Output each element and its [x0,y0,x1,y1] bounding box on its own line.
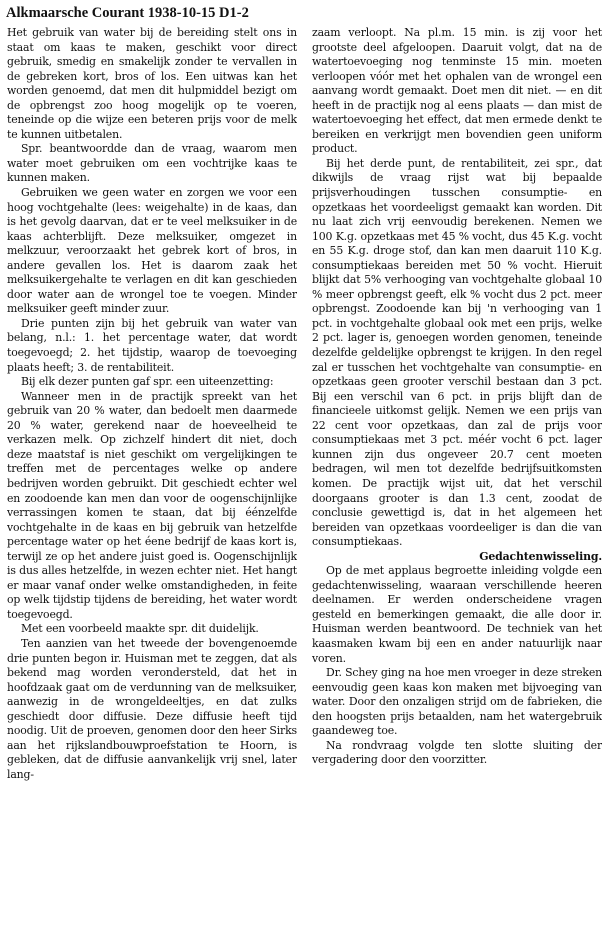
article-column-right [312,26,602,938]
article-column-left [7,26,297,938]
paragraph: Dr. Schey ging na hoe men vroeger in deze streken eenvoudig geen kaas kon maken met bijvoeging van water. Door den onzaligen strijd om de fabrieken, die den hoogsten prijs betaalden, nam het watergebruik gaandeweg toe. [312,666,602,738]
paragraph: Bij elk dezer punten gaf spr. een uiteenzetting: [21,375,274,389]
paragraph: Bij het derde punt, de rentabiliteit, zei spr., dat dikwijls de vraag rijst wat bij bepaalde prijsverhoudingen tusschen consumptie- en opzetkaas het voordeeligst gemaakt kan worden. Dit nu laat zich vrij eenvoudig berekenen. Nemen we 100 K.g. opzetkaas met 45 % vocht, dus 45 K.g. vocht en 55 K.g. droge stof, dan kan men daaruit 110 K.g. consumptiekaas bereiden met 50 % vocht. Hieruit blijkt dat 5% verhooging van vochtgehalte globaal 10 % meer opbrengst geeft, elk % vocht dus 2 pct. meer opbrengst. Zoodoende kan bij 'n verhooging van 1 pct. in vochtgehalte globaal ook met een prijs, welke 2 pct. lager is, genoegen worden genomen, teneinde dezelfde geldelijke opbrengst te krijgen. In den regel zal er tusschen het vochtgehalte van consumptie- en opzetkaas geen grooter verschil bestaan dan 3 pct. Bij een verschil van 6 pct. in prijs blijft dan de financieele uitkomst gelijk. Nemen we een prijs van 22 cent voor opzetkaas, dan zal de prijs voor consumptiekaas met 3 pct. méér vocht 6 pct. lager kunnen zijn dus ongeveer 20.7 cent moeten bedragen, wil men tot dezelfde bedrijfsuitkomsten komen. De practijk wijst uit, dat het verschil doorgaans grooter is dan 1.3 cent, zoodat de conclusie gewettigd is, dat in het algemeen het bereiden van opzetkaas voordeeliger is dan die van consumptiekaas. [312,156,602,549]
paragraph: Op de met applaus begroette inleiding volgde een gedachtenwisseling, waaraan verschillende heeren deelnamen. Er werden onderscheidene vragen gesteld en bemerkingen gemaakt, die alle door ir. Huisman werden beantwoord. De techniek van het kaasmaken kwam bij een en ander natuurlijk naar voren. [312,564,602,665]
paragraph: Na rondvraag volgde ten slotte sluiting der vergadering door den voorzitter. [312,738,602,767]
paragraph: Gebruiken we geen water en zorgen we voor een hoog vochtgehalte (lees: weigehalte) in de kaas, dan is het gevolg daarvan, dat er te veel melksuiker in de kaas achterblijft. Deze melksuiker, omgezet in melkzuur, veroorzaakt het gebrek kort of bros, in andere gevallen los. Het is daarom zaak het melksuikergehalte te verlagen en dit kan geschieden door water aan de wrongel toe te voegen. Minder melksuiker geeft minder zuur. [7,186,297,316]
paragraph: Drie punten zijn bij het gebruik van water van belang, n.l.: 1. het percentage water, dat wordt toegevoegd; 2. het tijdstip, waarop de toevoeging plaats heeft; 3. de rentabiliteit. [7,316,297,374]
paragraph: Wanneer men in de practijk spreekt van het gebruik van 20 % water, dan bedoelt men daarmede 20 % water, gerekend naar de hoeveelheid te verkazen melk. Op zichzelf hindert dit niet, doch deze maatstaf is niet geschikt om vergelijkingen te treffen met de percentages welke op andere bedrijven worden gebruikt. Dit geschiedt echter wel en zoodoende kan men dan voor de oogenschijnlijke verrassingen komen te staan, dat bij éénzelfde vochtgehalte in de kaas en bij gebruik van hetzelfde percentage water op het éene bedrijf de kaas kort is, terwijl ze op het andere juist goed is. Oogenschijnlijk is dus alles hetzelfde, in wezen echter niet. Het hangt er maar vanaf onder welke omstandigheden, in feite op welk tijdstip tijdens de bereiding, het water wordt toegevoegd. [7,389,297,621]
masthead: Alkmaarsche Courant 1938-10-15 D1-2 [6,5,249,21]
paragraph: Met een voorbeeld maakte spr. dit duidelijk. [21,622,259,636]
paragraph: zaam verloopt. Na pl.m. 15 min. is zij voor het grootste deel afgeloopen. Daaruit volgt, dat na de watertoevoeging nog tenminste 15 min. moeten verloopen vóór met het ophalen van de wrongel een aanvang wordt gemaakt. Doet men dit niet. — en dit heeft in de practijk nog al eens plaats — dan mist de watertoevoeging het effect, dat men ermede denkt te bereiken en verkrijgt men bovendien geen uniform product. [312,26,602,156]
paragraph: Spr. beantwoordde dan de vraag, waarom men water moet gebruiken om een vochtrijke kaas te kunnen maken. [7,142,297,185]
paragraph: Het gebruik van water bij de bereiding stelt ons in staat om kaas te maken, geschikt voor direct gebruik, smedig en smakelijk zonder te vervallen in de gebreken kort, bros of los. Een uitwas kan het worden genoemd, dat men dit hulpmiddel bezigt om de opbrengst zoo hoog mogelijk op te voeren, teneinde op die wijze een beteren prijs voor de melk te kunnen uitbetalen. [7,26,297,141]
paragraph: Ten aanzien van het tweede der bovengenoemde drie punten begon ir. Huisman met te zeggen, dat als bekend mag worden verondersteld, dat het in hoofdzaak gaat om de verdunning van de melksuiker, aanwezig in de wrongeldeeltjes, en dat zulks geschiedt door diffusie. Deze diffusie heeft tijd noodig. Uit de proeven, genomen door den heer Sirks aan het rijkslandbouwproefstation te Hoorn, is gebleken, dat de diffusie aanvankelijk vrij snel, later lang- [7,636,297,781]
section-subheading: Gedachtenwisseling. [479,549,602,563]
